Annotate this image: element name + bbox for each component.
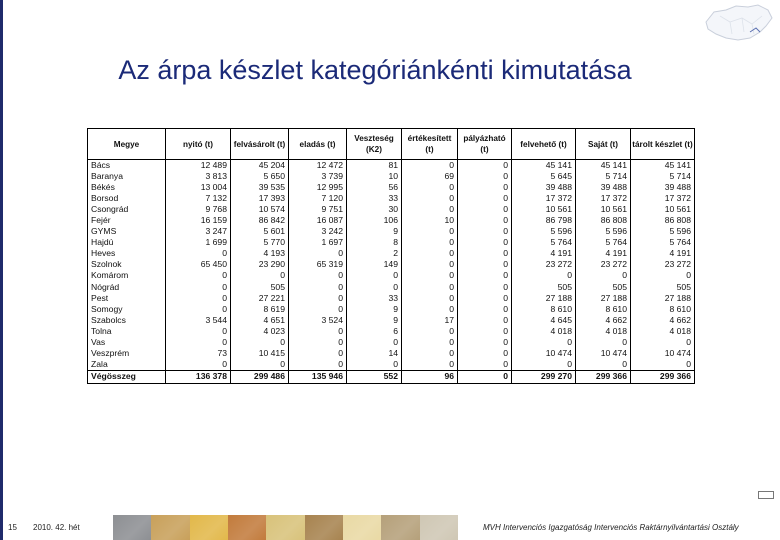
value-cell: 86 808 <box>631 215 695 226</box>
value-cell: 0 <box>289 359 347 371</box>
value-cell: 13 004 <box>166 182 231 193</box>
value-cell: 33 <box>347 193 402 204</box>
table-row <box>88 160 695 172</box>
value-cell: 17 393 <box>231 193 289 204</box>
value-cell: 10 474 <box>631 348 695 359</box>
value-cell: 3 524 <box>289 315 347 326</box>
value-cell: 0 <box>458 215 512 226</box>
value-cell: 10 474 <box>576 348 631 359</box>
value-cell: 0 <box>289 304 347 315</box>
value-cell: 4 023 <box>231 326 289 337</box>
hungary-map-icon <box>700 2 776 46</box>
value-cell: 505 <box>512 282 576 293</box>
value-cell: 65 450 <box>166 259 231 270</box>
value-cell: 0 <box>166 337 231 348</box>
barley-stock-table <box>87 128 695 384</box>
value-cell: 0 <box>289 326 347 337</box>
table-body <box>88 160 695 371</box>
county-cell: Hajdú <box>88 237 166 248</box>
value-cell: 0 <box>166 248 231 259</box>
total-value-cell: 136 378 <box>166 370 231 383</box>
total-value-cell: 299 366 <box>631 370 695 383</box>
value-cell: 10 474 <box>512 348 576 359</box>
value-cell: 3 247 <box>166 226 231 237</box>
grain-photo-tile <box>228 515 266 540</box>
value-cell: 9 768 <box>166 204 231 215</box>
value-cell: 8 <box>347 237 402 248</box>
total-value-cell: 135 946 <box>289 370 347 383</box>
value-cell: 3 813 <box>166 171 231 182</box>
value-cell: 12 489 <box>166 160 231 172</box>
table-row <box>88 270 695 281</box>
column-header: felvásárolt (t) <box>231 129 289 160</box>
value-cell: 12 995 <box>289 182 347 193</box>
value-cell: 0 <box>231 337 289 348</box>
value-cell: 4 018 <box>512 326 576 337</box>
county-cell: Tolna <box>88 326 166 337</box>
county-cell: Baranya <box>88 171 166 182</box>
value-cell: 5 714 <box>576 171 631 182</box>
grain-photo-strip <box>113 515 458 540</box>
value-cell: 23 272 <box>576 259 631 270</box>
value-cell: 4 645 <box>512 315 576 326</box>
value-cell: 0 <box>458 182 512 193</box>
column-header: tárolt készlet (t) <box>631 129 695 160</box>
value-cell: 3 242 <box>289 226 347 237</box>
value-cell: 505 <box>631 282 695 293</box>
grain-photo-tile <box>151 515 189 540</box>
value-cell: 0 <box>512 337 576 348</box>
value-cell: 0 <box>289 248 347 259</box>
county-cell: Pest <box>88 293 166 304</box>
value-cell: 69 <box>402 171 458 182</box>
grain-photo-tile <box>190 515 228 540</box>
value-cell: 0 <box>402 248 458 259</box>
table-header-row <box>88 129 695 160</box>
value-cell: 27 188 <box>512 293 576 304</box>
value-cell: 0 <box>458 282 512 293</box>
county-cell: Vas <box>88 337 166 348</box>
value-cell: 4 662 <box>631 315 695 326</box>
value-cell: 10 415 <box>231 348 289 359</box>
table-row <box>88 171 695 182</box>
value-cell: 0 <box>458 204 512 215</box>
table-row <box>88 293 695 304</box>
value-cell: 4 191 <box>576 248 631 259</box>
value-cell: 10 561 <box>631 204 695 215</box>
value-cell: 33 <box>347 293 402 304</box>
value-cell: 0 <box>458 326 512 337</box>
value-cell: 45 204 <box>231 160 289 172</box>
value-cell: 8 610 <box>576 304 631 315</box>
column-header: pályázható (t) <box>458 129 512 160</box>
county-cell: Csongrád <box>88 204 166 215</box>
value-cell: 5 596 <box>576 226 631 237</box>
value-cell: 0 <box>166 270 231 281</box>
table-total-row <box>88 370 695 383</box>
value-cell: 0 <box>631 270 695 281</box>
footer-organization: MVH Intervenciós Igazgatóság Intervenciós Raktárnyilvántartási Osztály <box>483 523 739 532</box>
total-value-cell: 299 486 <box>231 370 289 383</box>
value-cell: 0 <box>458 171 512 182</box>
value-cell: 17 372 <box>512 193 576 204</box>
value-cell: 0 <box>458 270 512 281</box>
value-cell: 0 <box>289 293 347 304</box>
county-cell: Nógrád <box>88 282 166 293</box>
value-cell: 73 <box>166 348 231 359</box>
value-cell: 0 <box>458 248 512 259</box>
county-cell: GYMS <box>88 226 166 237</box>
value-cell: 9 <box>347 304 402 315</box>
value-cell: 0 <box>458 193 512 204</box>
column-header: felvehető (t) <box>512 129 576 160</box>
value-cell: 0 <box>576 270 631 281</box>
total-value-cell: 0 <box>458 370 512 383</box>
grain-photo-tile <box>420 515 458 540</box>
value-cell: 4 193 <box>231 248 289 259</box>
value-cell: 8 610 <box>631 304 695 315</box>
value-cell: 5 645 <box>512 171 576 182</box>
value-cell: 86 808 <box>576 215 631 226</box>
value-cell: 0 <box>166 359 231 371</box>
county-cell: Szabolcs <box>88 315 166 326</box>
value-cell: 0 <box>458 237 512 248</box>
county-cell: Komárom <box>88 270 166 281</box>
value-cell: 27 221 <box>231 293 289 304</box>
table-row <box>88 304 695 315</box>
value-cell: 0 <box>402 237 458 248</box>
value-cell: 505 <box>231 282 289 293</box>
value-cell: 8 619 <box>231 304 289 315</box>
value-cell: 7 120 <box>289 193 347 204</box>
value-cell: 5 596 <box>631 226 695 237</box>
value-cell: 0 <box>231 270 289 281</box>
value-cell: 5 764 <box>576 237 631 248</box>
value-cell: 0 <box>631 337 695 348</box>
value-cell: 10 <box>402 215 458 226</box>
table-row <box>88 182 695 193</box>
value-cell: 0 <box>402 193 458 204</box>
table-row <box>88 226 695 237</box>
value-cell: 0 <box>402 160 458 172</box>
value-cell: 10 561 <box>576 204 631 215</box>
value-cell: 7 132 <box>166 193 231 204</box>
value-cell: 0 <box>402 348 458 359</box>
grain-photo-tile <box>113 515 151 540</box>
value-cell: 505 <box>576 282 631 293</box>
slide-number: 15 <box>8 523 17 532</box>
value-cell: 8 610 <box>512 304 576 315</box>
county-cell: Bács <box>88 160 166 172</box>
column-header: Veszteség (K2) <box>347 129 402 160</box>
county-cell: Heves <box>88 248 166 259</box>
barley-stock-table-container <box>87 128 694 411</box>
slide-title: Az árpa készlet kategóriánkénti kimutatása <box>118 55 632 85</box>
value-cell: 0 <box>458 348 512 359</box>
value-cell: 27 188 <box>576 293 631 304</box>
table-row <box>88 359 695 371</box>
value-cell: 16 087 <box>289 215 347 226</box>
table-row <box>88 204 695 215</box>
value-cell: 0 <box>458 293 512 304</box>
value-cell: 86 842 <box>231 215 289 226</box>
value-cell: 149 <box>347 259 402 270</box>
column-header: Megye <box>88 129 166 160</box>
value-cell: 39 488 <box>631 182 695 193</box>
value-cell: 39 488 <box>576 182 631 193</box>
value-cell: 6 <box>347 326 402 337</box>
value-cell: 0 <box>347 282 402 293</box>
total-value-cell: 299 270 <box>512 370 576 383</box>
value-cell: 5 596 <box>512 226 576 237</box>
column-header: Saját (t) <box>576 129 631 160</box>
value-cell: 16 159 <box>166 215 231 226</box>
value-cell: 0 <box>402 359 458 371</box>
total-value-cell: 96 <box>402 370 458 383</box>
value-cell: 4 662 <box>576 315 631 326</box>
value-cell: 23 272 <box>512 259 576 270</box>
total-label-cell: Végösszeg <box>88 370 166 383</box>
value-cell: 4 191 <box>631 248 695 259</box>
value-cell: 0 <box>289 337 347 348</box>
value-cell: 4 018 <box>631 326 695 337</box>
grain-photo-tile <box>266 515 304 540</box>
value-cell: 5 650 <box>231 171 289 182</box>
value-cell: 12 472 <box>289 160 347 172</box>
value-cell: 39 488 <box>512 182 576 193</box>
value-cell: 81 <box>347 160 402 172</box>
value-cell: 45 141 <box>631 160 695 172</box>
value-cell: 0 <box>347 359 402 371</box>
grain-photo-tile <box>343 515 381 540</box>
value-cell: 0 <box>402 337 458 348</box>
value-cell: 0 <box>166 326 231 337</box>
value-cell: 0 <box>289 348 347 359</box>
value-cell: 5 714 <box>631 171 695 182</box>
value-cell: 0 <box>402 304 458 315</box>
table-row <box>88 326 695 337</box>
value-cell: 9 <box>347 315 402 326</box>
value-cell: 30 <box>347 204 402 215</box>
table-row <box>88 237 695 248</box>
footer <box>0 515 780 540</box>
value-cell: 45 141 <box>512 160 576 172</box>
value-cell: 5 764 <box>631 237 695 248</box>
value-cell: 0 <box>402 259 458 270</box>
county-cell: Békés <box>88 182 166 193</box>
value-cell: 0 <box>458 337 512 348</box>
value-cell: 45 141 <box>576 160 631 172</box>
corner-stamp-icon <box>758 491 774 499</box>
table-row <box>88 315 695 326</box>
value-cell: 0 <box>166 282 231 293</box>
value-cell: 23 272 <box>631 259 695 270</box>
table-row <box>88 248 695 259</box>
value-cell: 0 <box>402 326 458 337</box>
value-cell: 9 <box>347 226 402 237</box>
value-cell: 0 <box>289 270 347 281</box>
value-cell: 0 <box>576 359 631 371</box>
value-cell: 2 <box>347 248 402 259</box>
value-cell: 0 <box>402 270 458 281</box>
county-cell: Fejér <box>88 215 166 226</box>
table-row <box>88 337 695 348</box>
value-cell: 0 <box>402 226 458 237</box>
value-cell: 3 544 <box>166 315 231 326</box>
value-cell: 0 <box>458 226 512 237</box>
value-cell: 0 <box>402 293 458 304</box>
county-cell: Borsod <box>88 193 166 204</box>
value-cell: 0 <box>458 304 512 315</box>
value-cell: 23 290 <box>231 259 289 270</box>
value-cell: 0 <box>402 182 458 193</box>
table-row <box>88 348 695 359</box>
value-cell: 86 798 <box>512 215 576 226</box>
value-cell: 17 372 <box>631 193 695 204</box>
table-row <box>88 259 695 270</box>
column-header: értékesített (t) <box>402 129 458 160</box>
value-cell: 0 <box>166 293 231 304</box>
value-cell: 0 <box>347 337 402 348</box>
value-cell: 0 <box>458 259 512 270</box>
value-cell: 0 <box>512 359 576 371</box>
value-cell: 27 188 <box>631 293 695 304</box>
column-header: eladás (t) <box>289 129 347 160</box>
county-cell: Veszprém <box>88 348 166 359</box>
value-cell: 10 574 <box>231 204 289 215</box>
value-cell: 0 <box>166 304 231 315</box>
total-value-cell: 552 <box>347 370 402 383</box>
value-cell: 0 <box>231 359 289 371</box>
value-cell: 39 535 <box>231 182 289 193</box>
table-row <box>88 193 695 204</box>
value-cell: 0 <box>512 270 576 281</box>
value-cell: 65 319 <box>289 259 347 270</box>
value-cell: 0 <box>458 315 512 326</box>
value-cell: 0 <box>289 282 347 293</box>
value-cell: 56 <box>347 182 402 193</box>
value-cell: 5 601 <box>231 226 289 237</box>
value-cell: 4 651 <box>231 315 289 326</box>
value-cell: 4 018 <box>576 326 631 337</box>
value-cell: 0 <box>576 337 631 348</box>
county-cell: Szolnok <box>88 259 166 270</box>
table-row <box>88 215 695 226</box>
value-cell: 10 <box>347 171 402 182</box>
total-value-cell: 299 366 <box>576 370 631 383</box>
value-cell: 0 <box>458 160 512 172</box>
table-row <box>88 282 695 293</box>
value-cell: 17 <box>402 315 458 326</box>
value-cell: 5 770 <box>231 237 289 248</box>
value-cell: 1 699 <box>166 237 231 248</box>
grain-photo-tile <box>381 515 419 540</box>
value-cell: 14 <box>347 348 402 359</box>
value-cell: 17 372 <box>576 193 631 204</box>
footer-date: 2010. 42. hét <box>33 523 80 532</box>
value-cell: 0 <box>631 359 695 371</box>
value-cell: 0 <box>347 270 402 281</box>
value-cell: 0 <box>458 359 512 371</box>
value-cell: 10 561 <box>512 204 576 215</box>
value-cell: 1 697 <box>289 237 347 248</box>
value-cell: 3 739 <box>289 171 347 182</box>
grain-photo-tile <box>305 515 343 540</box>
value-cell: 4 191 <box>512 248 576 259</box>
value-cell: 0 <box>402 282 458 293</box>
county-cell: Somogy <box>88 304 166 315</box>
value-cell: 9 751 <box>289 204 347 215</box>
column-header: nyitó (t) <box>166 129 231 160</box>
county-cell: Zala <box>88 359 166 371</box>
value-cell: 0 <box>402 204 458 215</box>
value-cell: 5 764 <box>512 237 576 248</box>
value-cell: 106 <box>347 215 402 226</box>
